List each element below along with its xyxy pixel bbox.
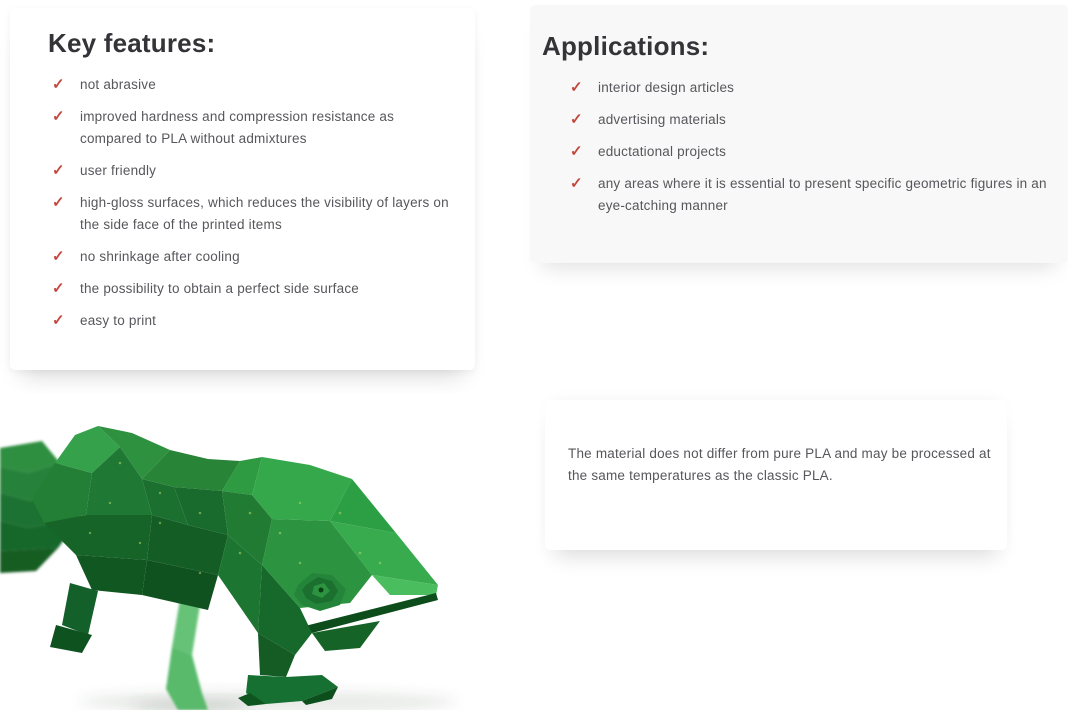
key-features-list <box>10 74 475 332</box>
list-item-text: advertising materials <box>598 112 727 127</box>
list-item-text: the possibility to obtain a perfect side surface <box>80 281 359 296</box>
processing-note-card <box>545 400 1007 550</box>
list-item-text: eductational projects <box>598 144 727 159</box>
list-item-text: easy to print <box>80 313 157 328</box>
check-icon: ✓ <box>570 143 583 160</box>
list-item <box>52 310 457 332</box>
check-icon: ✓ <box>52 312 65 329</box>
check-icon: ✓ <box>52 248 65 265</box>
check-icon: ✓ <box>52 76 65 93</box>
applications-list <box>530 77 1068 217</box>
list-item <box>570 77 1054 99</box>
check-icon: ✓ <box>52 162 65 179</box>
chameleon-illustration <box>0 393 512 710</box>
list-item <box>52 192 457 236</box>
list-item-text: not abrasive <box>80 77 156 92</box>
list-item <box>570 141 1054 163</box>
key-features-title: Key features: <box>48 28 216 58</box>
check-icon: ✓ <box>52 194 65 211</box>
list-item <box>52 106 457 150</box>
list-item-text: interior design articles <box>598 80 735 95</box>
list-item <box>52 74 457 96</box>
list-item-text: high-gloss surfaces, which reduces the visibility of layers on the side face of the printed items <box>80 195 449 232</box>
list-item <box>52 160 457 182</box>
list-item <box>52 246 457 268</box>
list-item-text: improved hardness and compression resistance as compared to PLA without admixtures <box>80 109 395 146</box>
list-item <box>52 278 457 300</box>
check-icon: ✓ <box>52 108 65 125</box>
check-icon: ✓ <box>570 79 583 96</box>
check-icon: ✓ <box>570 175 583 192</box>
list-item-text: user friendly <box>80 163 157 178</box>
list-item <box>570 173 1054 217</box>
check-icon: ✓ <box>52 280 65 297</box>
key-features-card <box>10 8 475 370</box>
list-item-text: no shrinkage after cooling <box>80 249 240 264</box>
processing-note-text: The material does not differ from pure PLA and may be processed at the same temperatures as the classic PLA. <box>568 446 991 483</box>
check-icon: ✓ <box>570 111 583 128</box>
applications-card <box>530 5 1068 263</box>
list-item <box>570 109 1054 131</box>
applications-title: Applications: <box>542 31 710 61</box>
list-item-text: any areas where it is essential to present specific geometric figures in an eye-catching manner <box>598 176 1047 213</box>
chameleon-photo <box>0 393 512 710</box>
